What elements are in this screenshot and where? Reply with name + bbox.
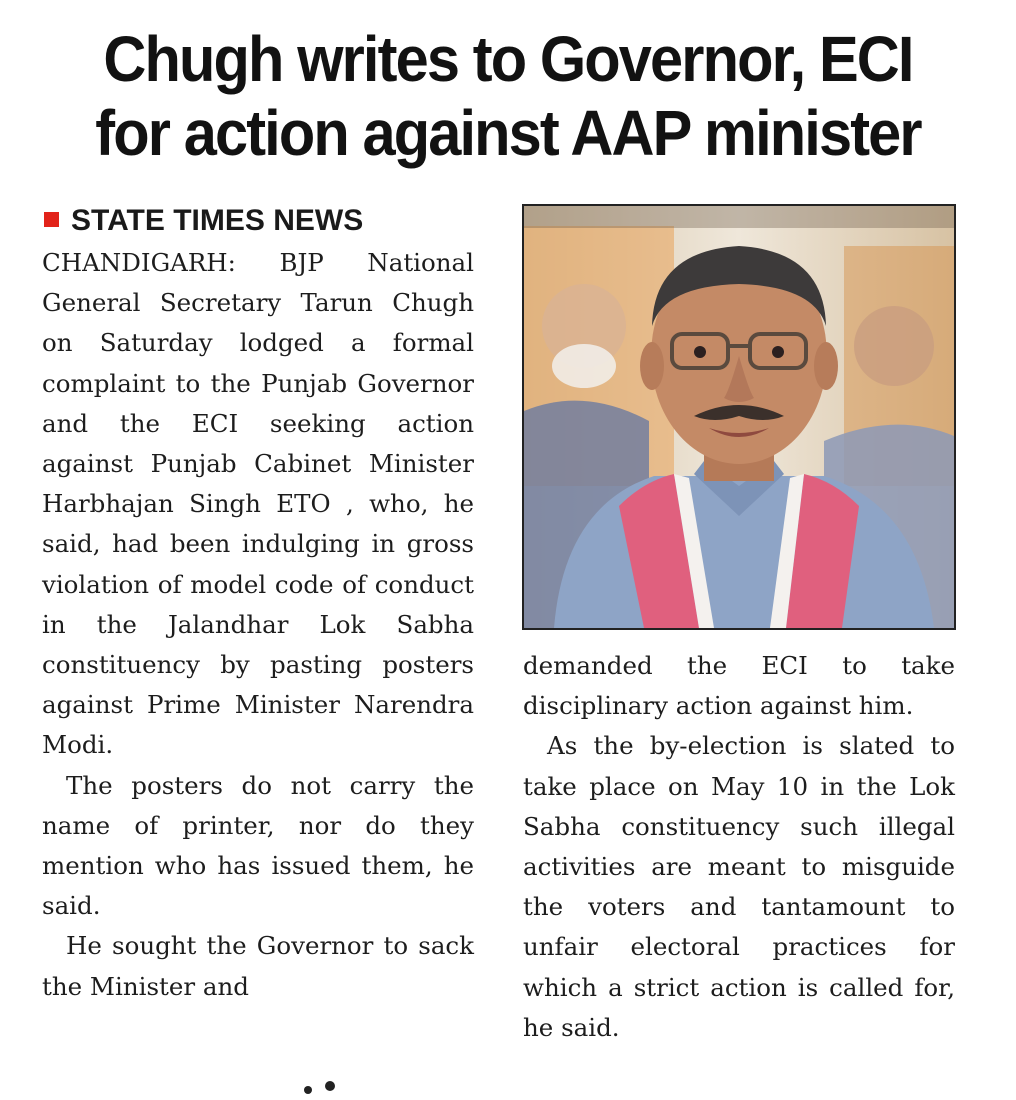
paragraph-2: The posters do not carry the name of printer, nor do they mention who has issued them, he said. bbox=[42, 770, 474, 921]
headline-line-1: Chugh writes to Governor, ECI bbox=[103, 23, 913, 95]
byline-text: STATE TIMES NEWS bbox=[71, 204, 364, 237]
paragraph-1: CHANDIGARH: BJP National General Secretary Tarun Chugh on Saturday lodged a formal complaint to the Punjab Governor and the ECI seeking action against Punjab Cabinet Minister Harbhajan Singh ETO , who, he said, had been indulging in gross violation of model code of conduct in the Jalandhar Lok Sabha constituency by pasting posters against Prime Minister Narendra Modi. bbox=[42, 248, 474, 760]
cropped-next-article-fragment bbox=[300, 1080, 340, 1096]
byline bbox=[44, 203, 363, 239]
paragraph-4: demanded the ECI to take disciplinary action against him. bbox=[523, 651, 955, 721]
paragraph-3: He sought the Governor to sack the Minister and bbox=[42, 931, 474, 1001]
red-square-bullet-icon bbox=[44, 212, 59, 227]
paragraph-5: As the by-election is slated to take place on May 10 in the Lok Sabha constituency such illegal activities are meant to misguide the voters and tantamount to unfair electoral practices for which a strict action is called for, he said. bbox=[523, 731, 955, 1042]
headline bbox=[63, 22, 952, 170]
article-photo bbox=[522, 204, 956, 630]
article-column-left bbox=[42, 243, 474, 1007]
article-column-right bbox=[523, 646, 955, 1048]
headline-line-2: for action against AAP minister bbox=[95, 97, 921, 169]
